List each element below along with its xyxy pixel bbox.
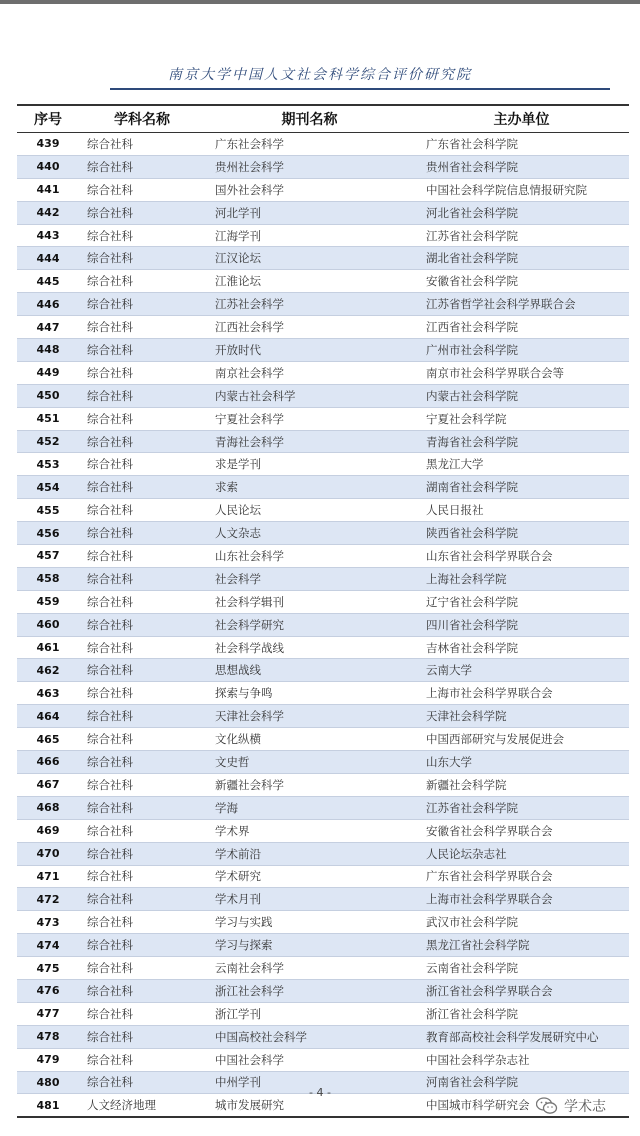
subject-name: 综合社科 <box>79 979 205 1002</box>
row-index: 451 <box>17 407 79 430</box>
journal-name: 新疆社会科学 <box>205 773 414 796</box>
row-index: 454 <box>17 476 79 499</box>
row-index: 480 <box>17 1071 79 1094</box>
wechat-icon <box>536 1097 558 1115</box>
table-row <box>17 499 629 522</box>
sponsor-unit: 安徽省社会科学院 <box>414 270 629 293</box>
subject-name: 综合社科 <box>79 911 205 934</box>
table-row <box>17 705 629 728</box>
row-index: 474 <box>17 934 79 957</box>
sponsor-unit: 湖南省社会科学院 <box>414 476 629 499</box>
table-row <box>17 911 629 934</box>
table-row <box>17 934 629 957</box>
row-index: 476 <box>17 979 79 1002</box>
sponsor-unit: 中国社会科学杂志社 <box>414 1048 629 1071</box>
subject-name: 综合社科 <box>79 224 205 247</box>
journal-name: 城市发展研究 <box>205 1094 414 1117</box>
table-row <box>17 224 629 247</box>
row-index: 456 <box>17 522 79 545</box>
subject-name: 综合社科 <box>79 178 205 201</box>
sponsor-unit: 江西省社会科学院 <box>414 316 629 339</box>
document-header-title: 南京大学中国人文社会科学综合评价研究院 <box>168 67 472 83</box>
journal-name: 思想战线 <box>205 659 414 682</box>
journal-name: 江淮论坛 <box>205 270 414 293</box>
subject-name: 综合社科 <box>79 751 205 774</box>
table-row <box>17 842 629 865</box>
subject-name: 综合社科 <box>79 842 205 865</box>
row-index: 465 <box>17 728 79 751</box>
row-index: 470 <box>17 842 79 865</box>
row-index: 458 <box>17 567 79 590</box>
table-row <box>17 316 629 339</box>
row-index: 473 <box>17 911 79 934</box>
subject-name: 综合社科 <box>79 407 205 430</box>
sponsor-unit: 黑龙江省社会科学院 <box>414 934 629 957</box>
row-index: 448 <box>17 339 79 362</box>
row-index: 468 <box>17 796 79 819</box>
subject-name: 综合社科 <box>79 613 205 636</box>
subject-name: 人文经济地理 <box>79 1094 205 1117</box>
top-edge-bar <box>0 0 640 4</box>
sponsor-unit: 安徽省社会科学界联合会 <box>414 819 629 842</box>
table-row <box>17 247 629 270</box>
row-index: 472 <box>17 888 79 911</box>
table-row <box>17 957 629 980</box>
journal-name: 江汉论坛 <box>205 247 414 270</box>
row-index: 446 <box>17 293 79 316</box>
sponsor-unit: 中国西部研究与发展促进会 <box>414 728 629 751</box>
journal-name: 江西社会科学 <box>205 316 414 339</box>
sponsor-unit: 武汉市社会科学院 <box>414 911 629 934</box>
column-header-sponsor: 主办单位 <box>414 105 629 133</box>
subject-name: 综合社科 <box>79 590 205 613</box>
row-index: 443 <box>17 224 79 247</box>
row-index: 475 <box>17 957 79 980</box>
row-index: 450 <box>17 384 79 407</box>
sponsor-unit: 南京市社会科学界联合会等 <box>414 361 629 384</box>
subject-name: 综合社科 <box>79 316 205 339</box>
table-row <box>17 865 629 888</box>
row-index: 453 <box>17 453 79 476</box>
journal-name: 中国高校社会科学 <box>205 1025 414 1048</box>
table-row <box>17 453 629 476</box>
row-index: 444 <box>17 247 79 270</box>
column-header-subject: 学科名称 <box>79 105 205 133</box>
row-index: 467 <box>17 773 79 796</box>
subject-name: 综合社科 <box>79 865 205 888</box>
row-index: 466 <box>17 751 79 774</box>
subject-name: 综合社科 <box>79 1025 205 1048</box>
sponsor-unit: 河南省社会科学院 <box>414 1071 629 1094</box>
subject-name: 综合社科 <box>79 155 205 178</box>
sponsor-unit: 内蒙古社会科学院 <box>414 384 629 407</box>
row-index: 481 <box>17 1094 79 1117</box>
table-row <box>17 659 629 682</box>
subject-name: 综合社科 <box>79 522 205 545</box>
sponsor-unit: 江苏省社会科学院 <box>414 796 629 819</box>
journal-name: 人文杂志 <box>205 522 414 545</box>
subject-name: 综合社科 <box>79 888 205 911</box>
sponsor-unit: 中国城市科学研究会 <box>414 1094 629 1117</box>
journal-name: 广东社会科学 <box>205 133 414 156</box>
table-row <box>17 178 629 201</box>
journal-name: 江苏社会科学 <box>205 293 414 316</box>
subject-name: 综合社科 <box>79 796 205 819</box>
sponsor-unit: 贵州省社会科学院 <box>414 155 629 178</box>
journal-name: 社会科学辑刊 <box>205 590 414 613</box>
journal-name: 求是学刊 <box>205 453 414 476</box>
journal-name: 文化纵横 <box>205 728 414 751</box>
table-row <box>17 567 629 590</box>
sponsor-unit: 江苏省社会科学院 <box>414 224 629 247</box>
journal-name: 学术前沿 <box>205 842 414 865</box>
row-index: 441 <box>17 178 79 201</box>
table-row <box>17 155 629 178</box>
sponsor-unit: 河北省社会科学院 <box>414 201 629 224</box>
journal-name: 内蒙古社会科学 <box>205 384 414 407</box>
row-index: 449 <box>17 361 79 384</box>
journal-table <box>17 104 629 1118</box>
journal-name: 青海社会科学 <box>205 430 414 453</box>
subject-name: 综合社科 <box>79 293 205 316</box>
sponsor-unit: 上海社会科学院 <box>414 567 629 590</box>
table-row <box>17 384 629 407</box>
journal-name: 学术研究 <box>205 865 414 888</box>
table-row <box>17 1002 629 1025</box>
table-row <box>17 728 629 751</box>
row-index: 462 <box>17 659 79 682</box>
table-header-row <box>17 105 629 133</box>
row-index: 478 <box>17 1025 79 1048</box>
subject-name: 综合社科 <box>79 430 205 453</box>
sponsor-unit: 人民日报社 <box>414 499 629 522</box>
table-row <box>17 636 629 659</box>
subject-name: 综合社科 <box>79 499 205 522</box>
sponsor-unit: 吉林省社会科学院 <box>414 636 629 659</box>
sponsor-unit: 青海省社会科学院 <box>414 430 629 453</box>
journal-name: 贵州社会科学 <box>205 155 414 178</box>
subject-name: 综合社科 <box>79 819 205 842</box>
sponsor-unit: 新疆社会科学院 <box>414 773 629 796</box>
sponsor-unit: 广东省社会科学院 <box>414 133 629 156</box>
subject-name: 综合社科 <box>79 934 205 957</box>
subject-name: 综合社科 <box>79 659 205 682</box>
sponsor-unit: 广州市社会科学院 <box>414 339 629 362</box>
table-row <box>17 476 629 499</box>
journal-name: 学术界 <box>205 819 414 842</box>
table-row <box>17 522 629 545</box>
journal-name: 江海学刊 <box>205 224 414 247</box>
row-index: 457 <box>17 545 79 568</box>
journal-name: 求索 <box>205 476 414 499</box>
row-index: 452 <box>17 430 79 453</box>
journal-name: 河北学刊 <box>205 201 414 224</box>
sponsor-unit: 广东省社会科学界联合会 <box>414 865 629 888</box>
subject-name: 综合社科 <box>79 270 205 293</box>
sponsor-unit: 天津社会科学院 <box>414 705 629 728</box>
sponsor-unit: 黑龙江大学 <box>414 453 629 476</box>
subject-name: 综合社科 <box>79 1002 205 1025</box>
row-index: 440 <box>17 155 79 178</box>
journal-name: 浙江学刊 <box>205 1002 414 1025</box>
subject-name: 综合社科 <box>79 361 205 384</box>
subject-name: 综合社科 <box>79 773 205 796</box>
sponsor-unit: 四川省社会科学院 <box>414 613 629 636</box>
row-index: 445 <box>17 270 79 293</box>
table-row <box>17 796 629 819</box>
journal-table-container <box>17 104 629 1118</box>
table-row <box>17 407 629 430</box>
subject-name: 综合社科 <box>79 339 205 362</box>
table-row <box>17 682 629 705</box>
table-row <box>17 773 629 796</box>
journal-name: 国外社会科学 <box>205 178 414 201</box>
journal-name: 探索与争鸣 <box>205 682 414 705</box>
row-index: 461 <box>17 636 79 659</box>
subject-name: 综合社科 <box>79 728 205 751</box>
row-index: 459 <box>17 590 79 613</box>
sponsor-unit: 教育部高校社会科学发展研究中心 <box>414 1025 629 1048</box>
row-index: 463 <box>17 682 79 705</box>
table-row <box>17 1025 629 1048</box>
subject-name: 综合社科 <box>79 453 205 476</box>
sponsor-unit: 山东大学 <box>414 751 629 774</box>
subject-name: 综合社科 <box>79 636 205 659</box>
row-index: 460 <box>17 613 79 636</box>
sponsor-unit: 云南省社会科学院 <box>414 957 629 980</box>
journal-name: 天津社会科学 <box>205 705 414 728</box>
page-number: - 4 - <box>309 1086 331 1099</box>
table-row <box>17 201 629 224</box>
header-rule <box>110 88 610 90</box>
table-row <box>17 888 629 911</box>
row-index: 469 <box>17 819 79 842</box>
subject-name: 综合社科 <box>79 567 205 590</box>
table-row <box>17 819 629 842</box>
table-row <box>17 545 629 568</box>
journal-name: 云南社会科学 <box>205 957 414 980</box>
sponsor-unit: 江苏省哲学社会科学界联合会 <box>414 293 629 316</box>
subject-name: 综合社科 <box>79 705 205 728</box>
sponsor-unit: 中国社会科学院信息情报研究院 <box>414 178 629 201</box>
row-index: 477 <box>17 1002 79 1025</box>
row-index: 455 <box>17 499 79 522</box>
table-row <box>17 339 629 362</box>
subject-name: 综合社科 <box>79 201 205 224</box>
table-row <box>17 361 629 384</box>
row-index: 447 <box>17 316 79 339</box>
row-index: 479 <box>17 1048 79 1071</box>
column-header-journal: 期刊名称 <box>205 105 414 133</box>
journal-name: 山东社会科学 <box>205 545 414 568</box>
column-header-index: 序号 <box>17 105 79 133</box>
table-row <box>17 590 629 613</box>
table-row <box>17 293 629 316</box>
journal-name: 学术月刊 <box>205 888 414 911</box>
journal-name: 南京社会科学 <box>205 361 414 384</box>
table-row <box>17 613 629 636</box>
table-row <box>17 270 629 293</box>
subject-name: 综合社科 <box>79 1071 205 1094</box>
sponsor-unit: 上海市社会科学界联合会 <box>414 888 629 911</box>
journal-name: 社会科学研究 <box>205 613 414 636</box>
sponsor-unit: 辽宁省社会科学院 <box>414 590 629 613</box>
sponsor-unit: 浙江省社会科学院 <box>414 1002 629 1025</box>
sponsor-unit: 山东省社会科学界联合会 <box>414 545 629 568</box>
sponsor-unit: 上海市社会科学界联合会 <box>414 682 629 705</box>
journal-name: 社会科学 <box>205 567 414 590</box>
subject-name: 综合社科 <box>79 957 205 980</box>
sponsor-unit: 人民论坛杂志社 <box>414 842 629 865</box>
subject-name: 综合社科 <box>79 384 205 407</box>
row-index: 439 <box>17 133 79 156</box>
journal-name: 中州学刊 <box>205 1071 414 1094</box>
journal-name: 社会科学战线 <box>205 636 414 659</box>
subject-name: 综合社科 <box>79 682 205 705</box>
row-index: 471 <box>17 865 79 888</box>
subject-name: 综合社科 <box>79 476 205 499</box>
sponsor-unit: 宁夏社会科学院 <box>414 407 629 430</box>
journal-name: 人民论坛 <box>205 499 414 522</box>
journal-name: 学海 <box>205 796 414 819</box>
journal-name: 学习与探索 <box>205 934 414 957</box>
subject-name: 综合社科 <box>79 133 205 156</box>
journal-name: 宁夏社会科学 <box>205 407 414 430</box>
table-row <box>17 430 629 453</box>
watermark-text: 学术志 <box>564 1099 606 1115</box>
sponsor-unit: 陕西省社会科学院 <box>414 522 629 545</box>
journal-name: 开放时代 <box>205 339 414 362</box>
table-row <box>17 979 629 1002</box>
journal-name: 学习与实践 <box>205 911 414 934</box>
table-row <box>17 133 629 156</box>
journal-name: 浙江社会科学 <box>205 979 414 1002</box>
sponsor-unit: 浙江省社会科学界联合会 <box>414 979 629 1002</box>
subject-name: 综合社科 <box>79 1048 205 1071</box>
subject-name: 综合社科 <box>79 247 205 270</box>
row-index: 464 <box>17 705 79 728</box>
table-row <box>17 1048 629 1071</box>
row-index: 442 <box>17 201 79 224</box>
sponsor-unit: 云南大学 <box>414 659 629 682</box>
journal-name: 中国社会科学 <box>205 1048 414 1071</box>
wechat-watermark <box>536 1096 606 1116</box>
table-row <box>17 751 629 774</box>
table-body <box>17 133 629 1118</box>
subject-name: 综合社科 <box>79 545 205 568</box>
journal-name: 文史哲 <box>205 751 414 774</box>
sponsor-unit: 湖北省社会科学院 <box>414 247 629 270</box>
